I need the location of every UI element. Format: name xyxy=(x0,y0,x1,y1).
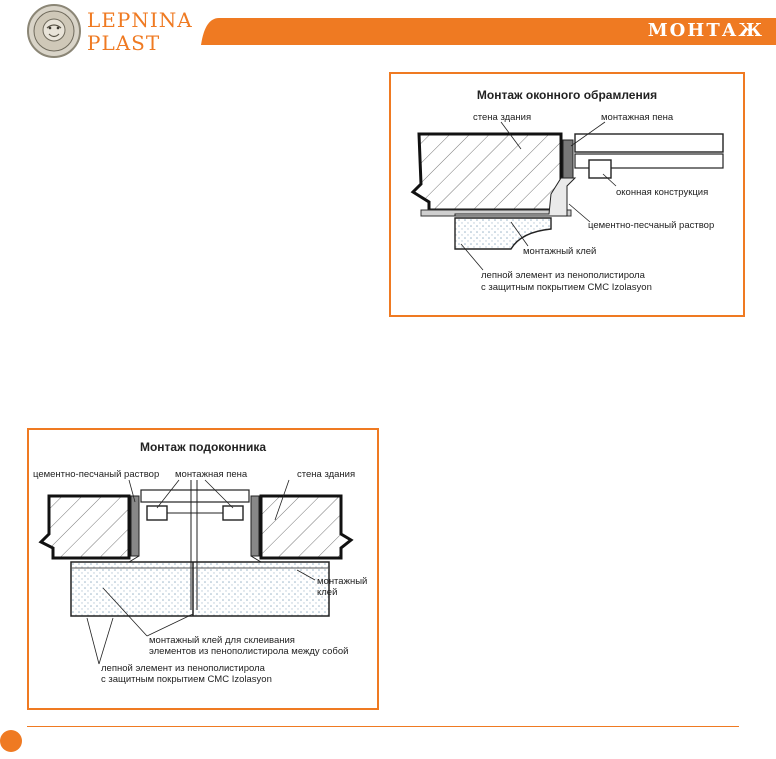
lion-emblem-icon xyxy=(27,4,81,58)
label-element-line2: с защитным покрытием СМС Izolasyon xyxy=(101,674,272,685)
figure-title: Монтаж подоконника xyxy=(139,440,267,454)
label-glue-line1: монтажный xyxy=(317,576,368,587)
label-element-line2: с защитным покрытием СМС Izolasyon xyxy=(481,282,652,293)
label-element-line1: лепной элемент из пенополистирола xyxy=(481,270,645,281)
label-foam: монтажная пена xyxy=(601,112,674,123)
label-foam: монтажная пена xyxy=(175,469,248,480)
label-wall: стена здания xyxy=(473,112,532,123)
label-mortar: цементно-песчаный раствор xyxy=(33,469,160,480)
brand-name-line2: PLAST xyxy=(87,31,161,55)
brand-logo xyxy=(27,4,197,60)
label-wall: стена здания xyxy=(297,469,356,480)
window-sill-figure xyxy=(27,428,379,710)
label-glue-line2: клей xyxy=(317,587,338,598)
page-marker-dot xyxy=(0,730,22,752)
label-element-line1: лепной элемент из пенополистирола xyxy=(101,663,265,674)
figure-title: Монтаж оконного обрамления xyxy=(476,88,658,102)
brand-name-line1: LEPNINA xyxy=(87,8,193,32)
label-window-construction: оконная конструкция xyxy=(616,187,709,198)
page-title: МОНТАЖ xyxy=(647,20,764,41)
footer-divider xyxy=(27,726,739,727)
label-glue: монтажный клей xyxy=(523,246,597,257)
label-mortar: цементно-песчаный раствор xyxy=(588,220,715,231)
window-frame-figure xyxy=(389,72,745,317)
label-glue-join-line1: монтажный клей для склеивания xyxy=(149,635,295,646)
label-glue-join-line2: элементов из пенополистирола между собой xyxy=(149,646,349,657)
